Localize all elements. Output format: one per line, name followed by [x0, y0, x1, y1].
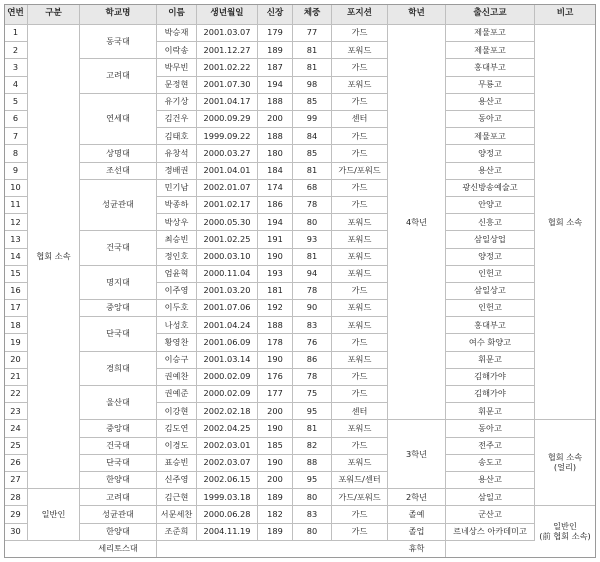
high-school-cell: 송도고 [446, 455, 535, 472]
birthdate-cell: 2001.03.14 [197, 352, 258, 369]
weight-cell: 81 [293, 249, 332, 266]
weight-cell: 81 [293, 59, 332, 76]
school-cell: 상명대 [80, 145, 157, 162]
weight-cell: 84 [293, 128, 332, 145]
birthdate-cell: 2001.02.22 [197, 59, 258, 76]
player-name-cell: 이두호 [157, 300, 197, 317]
birthdate-cell: 2000.02.09 [197, 369, 258, 386]
school-cell: 경희대 [80, 352, 157, 386]
player-name-cell: 김건우 [157, 111, 197, 128]
note-cell: 일반인 (前 협회 소속) [535, 506, 596, 558]
player-name-cell: 박무빈 [157, 59, 197, 76]
height-cell: 194 [258, 77, 293, 94]
birthdate-cell: 1999.03.18 [197, 489, 258, 506]
weight-cell: 78 [293, 197, 332, 214]
high-school-cell: 양정고 [446, 249, 535, 266]
position-cell: 포워드 [332, 77, 388, 94]
category-cell: 협회 소속 [28, 25, 80, 489]
player-name-cell: 민기남 [157, 180, 197, 197]
birthdate-cell: 2001.06.09 [197, 334, 258, 351]
height-cell: 188 [258, 128, 293, 145]
weight-cell: 99 [293, 111, 332, 128]
row-number-cell: 25 [4, 438, 28, 455]
row-number-cell: 23 [4, 403, 28, 420]
weight-cell: 80 [293, 489, 332, 506]
header-category: 구분 [28, 4, 80, 25]
birthdate-cell: 2002.02.18 [197, 403, 258, 420]
height-cell: 184 [258, 163, 293, 180]
school-cell: 고려대 [80, 489, 157, 506]
high-school-cell: 동아고 [446, 111, 535, 128]
row-number-cell: 21 [4, 369, 28, 386]
player-name-cell: 표승빈 [157, 455, 197, 472]
height-cell: 200 [258, 472, 293, 489]
weight-cell: 75 [293, 386, 332, 403]
high-school-cell: 삼일상업 [446, 231, 535, 248]
high-school-cell: 휘문고 [446, 352, 535, 369]
grade-cell: 4학년 [388, 25, 446, 420]
header-no: 연번 [4, 4, 28, 25]
school-cell: 건국대 [80, 231, 157, 265]
school-cell: 건국대 [80, 438, 157, 455]
header-weight: 체중 [293, 4, 332, 25]
weight-cell: 81 [293, 163, 332, 180]
row-number-cell: 4 [4, 77, 28, 94]
high-school-cell: 용산고 [446, 472, 535, 489]
height-cell: 192 [258, 300, 293, 317]
row-number-cell: 2 [4, 42, 28, 59]
position-cell: 포워드 [332, 214, 388, 231]
school-cell: 세리토스대 [80, 541, 157, 558]
height-cell: 194 [258, 214, 293, 231]
birthdate-cell: 2001.02.17 [197, 197, 258, 214]
school-cell: 한양대 [80, 524, 157, 541]
high-school-cell: 제물포고 [446, 128, 535, 145]
weight-cell: 83 [293, 506, 332, 523]
header-school: 학교명 [80, 4, 157, 25]
school-cell: 성균관대 [80, 180, 157, 232]
birthdate-cell: 2001.07.06 [197, 300, 258, 317]
weight-cell: 76 [293, 334, 332, 351]
row-number-cell: 6 [4, 111, 28, 128]
high-school-cell: 군산고 [446, 506, 535, 523]
row-number-cell: 20 [4, 352, 28, 369]
position-cell: 가드 [332, 197, 388, 214]
position-cell: 포워드 [332, 420, 388, 437]
height-cell: 174 [258, 180, 293, 197]
height-cell: 187 [258, 59, 293, 76]
player-name-cell: 박승재 [157, 25, 197, 42]
player-name-cell: 정배권 [157, 163, 197, 180]
grade-cell: 졸예 [388, 506, 446, 523]
birthdate-cell: 2000.03.10 [197, 249, 258, 266]
position-cell: 가드 [332, 369, 388, 386]
height-cell: 179 [258, 25, 293, 42]
high-school-cell: 제물포고 [446, 25, 535, 42]
height-cell: 200 [258, 111, 293, 128]
high-school-cell: 전주고 [446, 438, 535, 455]
player-name-cell: 김도연 [157, 420, 197, 437]
row-number-cell: 24 [4, 420, 28, 437]
player-name-cell: 조준희 [157, 524, 197, 541]
row-number-cell: 17 [4, 300, 28, 317]
row-number-cell: 14 [4, 249, 28, 266]
birthdate-cell: 2000.05.30 [197, 214, 258, 231]
row-number-cell: 16 [4, 283, 28, 300]
header-birthdate: 생년월일 [197, 4, 258, 25]
birthdate-cell: 2002.04.25 [197, 420, 258, 437]
position-cell: 가드 [332, 506, 388, 523]
school-cell: 한양대 [80, 472, 157, 489]
birthdate-cell: 2001.04.17 [197, 94, 258, 111]
high-school-cell: 무룡고 [446, 77, 535, 94]
birthdate-cell: 2002.01.07 [197, 180, 258, 197]
position-cell: 가드/포워드 [332, 489, 388, 506]
high-school-cell: 김해가야 [446, 386, 535, 403]
position-cell: 가드 [332, 25, 388, 42]
high-school-cell: 르네상스 아카데미고 [446, 524, 535, 541]
position-cell: 가드 [332, 334, 388, 351]
birthdate-cell: 2000.06.28 [197, 506, 258, 523]
player-name-cell: 권예준 [157, 386, 197, 403]
position-cell: 가드/포워드 [332, 163, 388, 180]
weight-cell: 77 [293, 25, 332, 42]
player-name-cell: 신주영 [157, 472, 197, 489]
height-cell: 190 [258, 420, 293, 437]
height-cell: 177 [258, 386, 293, 403]
high-school-cell: 홍대부고 [446, 59, 535, 76]
school-cell: 중앙대 [80, 420, 157, 437]
player-name-cell: 서문세찬 [157, 506, 197, 523]
row-number-cell: 18 [4, 317, 28, 334]
birthdate-cell: 2002.03.07 [197, 455, 258, 472]
high-school-cell: 광신방송예술고 [446, 180, 535, 197]
note-cell: 협회 소속 (얼리) [535, 420, 596, 506]
height-cell: 188 [258, 94, 293, 111]
player-name-cell: 김태호 [157, 128, 197, 145]
header-name: 이름 [157, 4, 197, 25]
header-grade: 학년 [388, 4, 446, 25]
player-name-cell: 이강현 [157, 403, 197, 420]
high-school-cell: 양정고 [446, 145, 535, 162]
grade-cell: 2학년 [388, 489, 446, 506]
height-cell: 190 [258, 352, 293, 369]
birthdate-cell: 2000.09.29 [197, 111, 258, 128]
header-position: 포지션 [332, 4, 388, 25]
high-school-cell: 용산고 [446, 94, 535, 111]
weight-cell: 94 [293, 266, 332, 283]
birthdate-cell: 2001.04.24 [197, 317, 258, 334]
height-cell: 186 [258, 197, 293, 214]
row-number-cell: 3 [4, 59, 28, 76]
header-note: 비고 [535, 4, 596, 25]
row-number-cell: 11 [4, 197, 28, 214]
note-cell: 협회 소속 [535, 25, 596, 420]
row-number-cell: 30 [4, 524, 28, 541]
position-cell: 가드 [332, 94, 388, 111]
row-number-cell: 28 [4, 489, 28, 506]
row-number-cell: 9 [4, 163, 28, 180]
high-school-cell: 용산고 [446, 163, 535, 180]
height-cell: 185 [258, 438, 293, 455]
position-cell: 가드 [332, 438, 388, 455]
header-high-school: 출신고교 [446, 4, 535, 25]
weight-cell: 81 [293, 42, 332, 59]
high-school-cell: 여수 화양고 [446, 334, 535, 351]
position-cell: 포워드 [332, 352, 388, 369]
player-name-cell: 황영찬 [157, 334, 197, 351]
player-name-cell: 정인호 [157, 249, 197, 266]
player-name-cell: 박상우 [157, 214, 197, 231]
position-cell: 센터 [332, 111, 388, 128]
grade-cell: 휴학 [388, 541, 446, 558]
player-name-cell: 권예찬 [157, 369, 197, 386]
player-name-cell: 최승빈 [157, 231, 197, 248]
high-school-cell: 김해가야 [446, 369, 535, 386]
weight-cell: 81 [293, 420, 332, 437]
school-cell: 중앙대 [80, 300, 157, 317]
high-school-cell: 인헌고 [446, 266, 535, 283]
school-cell: 연세대 [80, 94, 157, 146]
height-cell: 200 [258, 403, 293, 420]
weight-cell: 90 [293, 300, 332, 317]
school-cell: 단국대 [80, 455, 157, 472]
weight-cell: 78 [293, 369, 332, 386]
weight-cell: 93 [293, 231, 332, 248]
birthdate-cell: 2000.11.04 [197, 266, 258, 283]
height-cell: 178 [258, 334, 293, 351]
height-cell: 182 [258, 506, 293, 523]
position-cell: 포워드 [332, 317, 388, 334]
birthdate-cell: 2002.06.15 [197, 472, 258, 489]
player-name-cell: 김근현 [157, 489, 197, 506]
header-height: 신장 [258, 4, 293, 25]
weight-cell: 83 [293, 317, 332, 334]
position-cell: 포워드 [332, 266, 388, 283]
school-cell: 성균관대 [80, 506, 157, 523]
weight-cell: 80 [293, 214, 332, 231]
height-cell: 189 [258, 489, 293, 506]
row-number-cell: 5 [4, 94, 28, 111]
player-name-cell: 이경도 [157, 438, 197, 455]
row-number-cell: 15 [4, 266, 28, 283]
high-school-cell: 삼일고 [446, 489, 535, 506]
position-cell: 포워드 [332, 231, 388, 248]
height-cell: 191 [258, 231, 293, 248]
height-cell: 190 [258, 455, 293, 472]
position-cell: 가드 [332, 386, 388, 403]
position-cell: 가드 [332, 128, 388, 145]
position-cell: 센터 [332, 403, 388, 420]
row-number-cell: 7 [4, 128, 28, 145]
high-school-cell: 휘문고 [446, 403, 535, 420]
position-cell: 가드 [332, 283, 388, 300]
position-cell: 가드 [332, 180, 388, 197]
high-school-cell: 삼일상고 [446, 283, 535, 300]
weight-cell: 88 [293, 455, 332, 472]
position-cell: 가드 [332, 59, 388, 76]
player-name-cell: 박종하 [157, 197, 197, 214]
high-school-cell: 인헌고 [446, 300, 535, 317]
position-cell: 포워드 [332, 455, 388, 472]
high-school-cell: 신흥고 [446, 214, 535, 231]
school-cell: 단국대 [80, 317, 157, 351]
birthdate-cell: 2001.03.07 [197, 25, 258, 42]
weight-cell: 95 [293, 472, 332, 489]
player-name-cell: 유기상 [157, 94, 197, 111]
row-number-cell: 8 [4, 145, 28, 162]
row-number-cell: 19 [4, 334, 28, 351]
row-number-cell: 1 [4, 25, 28, 42]
birthdate-cell: 2001.02.25 [197, 231, 258, 248]
birthdate-cell: 2001.04.01 [197, 163, 258, 180]
row-number-cell: 22 [4, 386, 28, 403]
player-name-cell: 이주영 [157, 283, 197, 300]
height-cell: 176 [258, 369, 293, 386]
birthdate-cell: 2001.03.20 [197, 283, 258, 300]
birthdate-cell: 2000.02.09 [197, 386, 258, 403]
height-cell: 181 [258, 283, 293, 300]
row-number-cell: 12 [4, 214, 28, 231]
player-name-cell: 이승구 [157, 352, 197, 369]
player-name-cell: 나성호 [157, 317, 197, 334]
player-name-cell: 엄윤혁 [157, 266, 197, 283]
birthdate-cell: 2004.11.19 [197, 524, 258, 541]
player-name-cell: 유창석 [157, 145, 197, 162]
birthdate-cell: 2001.12.27 [197, 42, 258, 59]
birthdate-cell: 2000.03.27 [197, 145, 258, 162]
school-cell: 고려대 [80, 59, 157, 93]
weight-cell: 95 [293, 403, 332, 420]
weight-cell: 85 [293, 94, 332, 111]
position-cell: 가드 [332, 524, 388, 541]
height-cell: 189 [258, 524, 293, 541]
birthdate-cell: 1999.09.22 [197, 128, 258, 145]
player-name-cell: 이락송 [157, 42, 197, 59]
high-school-cell: 안양고 [446, 197, 535, 214]
high-school-cell: 홍대부고 [446, 317, 535, 334]
school-cell: 동국대 [80, 25, 157, 59]
high-school-cell: 제물포고 [446, 42, 535, 59]
player-name-cell: 문정현 [157, 77, 197, 94]
weight-cell: 98 [293, 77, 332, 94]
row-number-cell: 26 [4, 455, 28, 472]
row-number-cell: 27 [4, 472, 28, 489]
position-cell: 가드 [332, 145, 388, 162]
row-number-cell: 13 [4, 231, 28, 248]
birthdate-cell: 2001.07.30 [197, 77, 258, 94]
height-cell: 189 [258, 42, 293, 59]
weight-cell: 78 [293, 283, 332, 300]
position-cell: 포워드 [332, 249, 388, 266]
height-cell: 188 [258, 317, 293, 334]
position-cell: 포워드/센터 [332, 472, 388, 489]
weight-cell: 80 [293, 524, 332, 541]
height-cell: 193 [258, 266, 293, 283]
birthdate-cell: 2002.03.01 [197, 438, 258, 455]
school-cell: 조선대 [80, 163, 157, 180]
school-cell: 울산대 [80, 386, 157, 420]
height-cell: 180 [258, 145, 293, 162]
position-cell: 포워드 [332, 300, 388, 317]
high-school-cell: 동아고 [446, 420, 535, 437]
weight-cell: 82 [293, 438, 332, 455]
row-number-cell: 29 [4, 506, 28, 523]
weight-cell: 86 [293, 352, 332, 369]
category-cell: 일반인 [28, 489, 80, 541]
weight-cell: 85 [293, 145, 332, 162]
position-cell: 포워드 [332, 42, 388, 59]
weight-cell: 68 [293, 180, 332, 197]
height-cell: 190 [258, 249, 293, 266]
grade-cell: 3학년 [388, 420, 446, 489]
row-number-cell: 10 [4, 180, 28, 197]
school-cell: 명지대 [80, 266, 157, 300]
grade-cell: 졸업 [388, 524, 446, 541]
